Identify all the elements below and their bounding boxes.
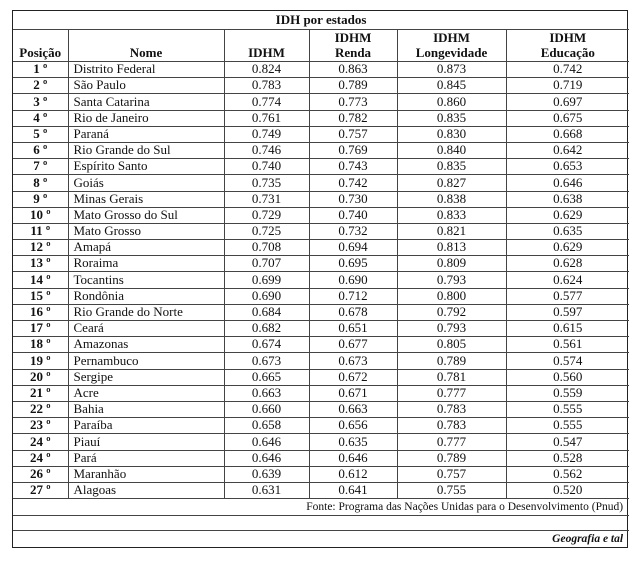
cell-idhm-renda: 0.782 <box>309 110 397 126</box>
cell-idhm-educacao: 0.528 <box>506 450 629 466</box>
cell-idhm-renda: 0.651 <box>309 321 397 337</box>
cell-state-name: Distrito Federal <box>68 62 224 78</box>
cell-position: 15 º <box>13 288 68 304</box>
cell-idhm-renda: 0.646 <box>309 450 397 466</box>
cell-idhm-longevidade: 0.845 <box>397 78 506 94</box>
cell-idhm-educacao: 0.559 <box>506 385 629 401</box>
cell-state-name: Roraima <box>68 256 224 272</box>
cell-position: 9 º <box>13 191 68 207</box>
table-row <box>13 126 629 142</box>
table-row <box>13 288 629 304</box>
cell-idhm-renda: 0.694 <box>309 240 397 256</box>
cell-position: 24 º <box>13 450 68 466</box>
cell-idhm-longevidade: 0.789 <box>397 450 506 466</box>
cell-position: 17 º <box>13 321 68 337</box>
cell-idhm-longevidade: 0.827 <box>397 175 506 191</box>
cell-position: 1 º <box>13 62 68 78</box>
cell-idhm-educacao: 0.668 <box>506 126 629 142</box>
cell-idhm-longevidade: 0.809 <box>397 256 506 272</box>
cell-idhm-renda: 0.712 <box>309 288 397 304</box>
cell-idhm-renda: 0.740 <box>309 207 397 223</box>
cell-state-name: Tocantins <box>68 272 224 288</box>
cell-idhm-longevidade: 0.777 <box>397 385 506 401</box>
cell-idhm-renda: 0.742 <box>309 175 397 191</box>
cell-idhm-renda: 0.743 <box>309 159 397 175</box>
table-row <box>13 418 629 434</box>
cell-position: 16 º <box>13 304 68 320</box>
cell-idhm-educacao: 0.697 <box>506 94 629 110</box>
cell-idhm-longevidade: 0.860 <box>397 94 506 110</box>
cell-position: 23 º <box>13 418 68 434</box>
idh-table-frame <box>12 10 628 548</box>
cell-idhm: 0.740 <box>224 159 309 175</box>
cell-idhm: 0.729 <box>224 207 309 223</box>
cell-position: 14 º <box>13 272 68 288</box>
cell-idhm: 0.735 <box>224 175 309 191</box>
cell-position: 18 º <box>13 337 68 353</box>
cell-idhm-educacao: 0.742 <box>506 62 629 78</box>
cell-state-name: Piauí <box>68 434 224 450</box>
header-idhm: IDHM <box>224 30 309 62</box>
cell-idhm-longevidade: 0.835 <box>397 110 506 126</box>
cell-idhm-renda: 0.641 <box>309 482 397 498</box>
cell-position: 10 º <box>13 207 68 223</box>
table-row <box>13 434 629 450</box>
cell-idhm: 0.761 <box>224 110 309 126</box>
table-row <box>13 78 629 94</box>
cell-position: 2 º <box>13 78 68 94</box>
header-educacao-line1: IDHM <box>549 30 587 45</box>
cell-position: 21 º <box>13 385 68 401</box>
header-renda-line2: Renda <box>334 45 372 60</box>
header-name: Nome <box>68 30 224 62</box>
cell-state-name: Sergipe <box>68 369 224 385</box>
cell-idhm: 0.658 <box>224 418 309 434</box>
cell-idhm-renda: 0.677 <box>309 337 397 353</box>
cell-idhm-educacao: 0.560 <box>506 369 629 385</box>
table-row <box>13 62 629 78</box>
blank-cell <box>13 516 629 531</box>
cell-state-name: Pernambuco <box>68 353 224 369</box>
cell-idhm: 0.699 <box>224 272 309 288</box>
cell-idhm-renda: 0.678 <box>309 304 397 320</box>
cell-idhm-longevidade: 0.813 <box>397 240 506 256</box>
cell-idhm-renda: 0.673 <box>309 353 397 369</box>
cell-state-name: São Paulo <box>68 78 224 94</box>
cell-idhm-longevidade: 0.838 <box>397 191 506 207</box>
cell-position: 24 º <box>13 434 68 450</box>
cell-state-name: Maranhão <box>68 466 224 482</box>
cell-idhm-educacao: 0.597 <box>506 304 629 320</box>
table-row <box>13 256 629 272</box>
cell-idhm-renda: 0.773 <box>309 94 397 110</box>
cell-idhm: 0.708 <box>224 240 309 256</box>
cell-position: 6 º <box>13 142 68 158</box>
cell-idhm-longevidade: 0.792 <box>397 304 506 320</box>
cell-idhm-renda: 0.690 <box>309 272 397 288</box>
cell-position: 3 º <box>13 94 68 110</box>
table-row <box>13 223 629 239</box>
cell-position: 7 º <box>13 159 68 175</box>
cell-idhm: 0.631 <box>224 482 309 498</box>
cell-idhm-longevidade: 0.830 <box>397 126 506 142</box>
cell-position: 20 º <box>13 369 68 385</box>
header-renda-line1: IDHM <box>334 30 372 45</box>
table-row <box>13 385 629 401</box>
cell-idhm-educacao: 0.629 <box>506 207 629 223</box>
cell-state-name: Rio de Janeiro <box>68 110 224 126</box>
cell-idhm: 0.749 <box>224 126 309 142</box>
cell-idhm-educacao: 0.561 <box>506 337 629 353</box>
cell-state-name: Mato Grosso <box>68 223 224 239</box>
cell-idhm-longevidade: 0.835 <box>397 159 506 175</box>
table-row <box>13 94 629 110</box>
cell-idhm: 0.731 <box>224 191 309 207</box>
blank-row <box>13 516 629 531</box>
credit-text: Geografia e tal <box>13 531 629 548</box>
table-row <box>13 191 629 207</box>
cell-idhm-longevidade: 0.840 <box>397 142 506 158</box>
cell-state-name: Santa Catarina <box>68 94 224 110</box>
cell-idhm: 0.674 <box>224 337 309 353</box>
cell-state-name: Bahia <box>68 401 224 417</box>
cell-state-name: Rio Grande do Norte <box>68 304 224 320</box>
cell-idhm: 0.707 <box>224 256 309 272</box>
header-longevidade-line1: IDHM <box>433 30 470 45</box>
table-row <box>13 110 629 126</box>
table-row <box>13 369 629 385</box>
cell-state-name: Acre <box>68 385 224 401</box>
cell-state-name: Pará <box>68 450 224 466</box>
cell-position: 19 º <box>13 353 68 369</box>
cell-position: 11 º <box>13 223 68 239</box>
cell-position: 5 º <box>13 126 68 142</box>
cell-idhm-educacao: 0.635 <box>506 223 629 239</box>
cell-idhm: 0.660 <box>224 401 309 417</box>
cell-idhm-longevidade: 0.800 <box>397 288 506 304</box>
cell-idhm-educacao: 0.653 <box>506 159 629 175</box>
header-idhm-renda <box>309 30 397 62</box>
credit-row <box>13 531 629 548</box>
table-row <box>13 207 629 223</box>
header-position: Posição <box>13 30 68 62</box>
cell-idhm-longevidade: 0.781 <box>397 369 506 385</box>
cell-idhm-renda: 0.732 <box>309 223 397 239</box>
cell-idhm-longevidade: 0.873 <box>397 62 506 78</box>
cell-idhm-longevidade: 0.793 <box>397 321 506 337</box>
cell-idhm-educacao: 0.520 <box>506 482 629 498</box>
source-row <box>13 499 629 516</box>
table-row <box>13 272 629 288</box>
cell-idhm: 0.682 <box>224 321 309 337</box>
cell-idhm-educacao: 0.642 <box>506 142 629 158</box>
source-note: Fonte: Programa das Nações Unidas para o Desenvolvimento (Pnud) <box>13 499 629 516</box>
cell-idhm-renda: 0.789 <box>309 78 397 94</box>
cell-idhm-educacao: 0.615 <box>506 321 629 337</box>
cell-idhm: 0.646 <box>224 434 309 450</box>
cell-position: 27 º <box>13 482 68 498</box>
cell-idhm: 0.725 <box>224 223 309 239</box>
table-row <box>13 353 629 369</box>
cell-idhm-renda: 0.863 <box>309 62 397 78</box>
cell-idhm-longevidade: 0.789 <box>397 353 506 369</box>
table-row <box>13 401 629 417</box>
cell-idhm-educacao: 0.624 <box>506 272 629 288</box>
cell-position: 4 º <box>13 110 68 126</box>
cell-idhm-renda: 0.635 <box>309 434 397 450</box>
cell-idhm-educacao: 0.555 <box>506 418 629 434</box>
cell-idhm-renda: 0.656 <box>309 418 397 434</box>
cell-state-name: Minas Gerais <box>68 191 224 207</box>
cell-state-name: Paraná <box>68 126 224 142</box>
header-row <box>13 30 629 62</box>
table-row <box>13 304 629 320</box>
cell-idhm-longevidade: 0.805 <box>397 337 506 353</box>
cell-idhm-educacao: 0.638 <box>506 191 629 207</box>
cell-idhm-renda: 0.695 <box>309 256 397 272</box>
cell-state-name: Paraíba <box>68 418 224 434</box>
cell-idhm-educacao: 0.719 <box>506 78 629 94</box>
cell-idhm: 0.746 <box>224 142 309 158</box>
cell-idhm: 0.673 <box>224 353 309 369</box>
cell-idhm: 0.665 <box>224 369 309 385</box>
header-idhm-longevidade <box>397 30 506 62</box>
table-row <box>13 482 629 498</box>
cell-idhm-educacao: 0.574 <box>506 353 629 369</box>
cell-state-name: Amazonas <box>68 337 224 353</box>
cell-idhm-renda: 0.663 <box>309 401 397 417</box>
cell-idhm: 0.684 <box>224 304 309 320</box>
table-title: IDH por estados <box>13 11 629 30</box>
table-row <box>13 466 629 482</box>
cell-state-name: Rio Grande do Sul <box>68 142 224 158</box>
table-row <box>13 450 629 466</box>
cell-state-name: Alagoas <box>68 482 224 498</box>
cell-state-name: Espírito Santo <box>68 159 224 175</box>
cell-idhm-longevidade: 0.757 <box>397 466 506 482</box>
cell-idhm-educacao: 0.629 <box>506 240 629 256</box>
cell-state-name: Ceará <box>68 321 224 337</box>
cell-idhm-renda: 0.757 <box>309 126 397 142</box>
cell-idhm-educacao: 0.646 <box>506 175 629 191</box>
table-row <box>13 240 629 256</box>
idh-table <box>13 11 629 547</box>
cell-idhm: 0.774 <box>224 94 309 110</box>
cell-idhm-renda: 0.730 <box>309 191 397 207</box>
cell-idhm: 0.646 <box>224 450 309 466</box>
cell-idhm-longevidade: 0.783 <box>397 418 506 434</box>
cell-idhm-educacao: 0.628 <box>506 256 629 272</box>
table-body <box>13 62 629 499</box>
table-row <box>13 175 629 191</box>
cell-idhm-renda: 0.672 <box>309 369 397 385</box>
cell-position: 22 º <box>13 401 68 417</box>
cell-state-name: Amapá <box>68 240 224 256</box>
table-row <box>13 337 629 353</box>
cell-idhm-renda: 0.769 <box>309 142 397 158</box>
table-row <box>13 159 629 175</box>
cell-state-name: Goiás <box>68 175 224 191</box>
cell-idhm-longevidade: 0.755 <box>397 482 506 498</box>
cell-idhm-longevidade: 0.833 <box>397 207 506 223</box>
cell-idhm: 0.824 <box>224 62 309 78</box>
cell-state-name: Mato Grosso do Sul <box>68 207 224 223</box>
header-educacao-line2: Educação <box>540 45 595 60</box>
cell-idhm-longevidade: 0.793 <box>397 272 506 288</box>
cell-idhm: 0.690 <box>224 288 309 304</box>
cell-idhm-longevidade: 0.783 <box>397 401 506 417</box>
cell-idhm-longevidade: 0.821 <box>397 223 506 239</box>
table-row <box>13 321 629 337</box>
cell-idhm: 0.663 <box>224 385 309 401</box>
cell-idhm: 0.783 <box>224 78 309 94</box>
cell-idhm-longevidade: 0.777 <box>397 434 506 450</box>
cell-idhm-educacao: 0.555 <box>506 401 629 417</box>
cell-idhm-educacao: 0.675 <box>506 110 629 126</box>
cell-idhm-educacao: 0.577 <box>506 288 629 304</box>
header-idhm-educacao <box>506 30 629 62</box>
cell-position: 13 º <box>13 256 68 272</box>
cell-idhm-renda: 0.671 <box>309 385 397 401</box>
cell-position: 26 º <box>13 466 68 482</box>
cell-state-name: Rondônia <box>68 288 224 304</box>
cell-idhm-educacao: 0.547 <box>506 434 629 450</box>
cell-position: 8 º <box>13 175 68 191</box>
cell-idhm: 0.639 <box>224 466 309 482</box>
header-longevidade-line2: Longevidade <box>415 45 488 60</box>
cell-idhm-educacao: 0.562 <box>506 466 629 482</box>
cell-position: 12 º <box>13 240 68 256</box>
table-row <box>13 142 629 158</box>
cell-idhm-renda: 0.612 <box>309 466 397 482</box>
